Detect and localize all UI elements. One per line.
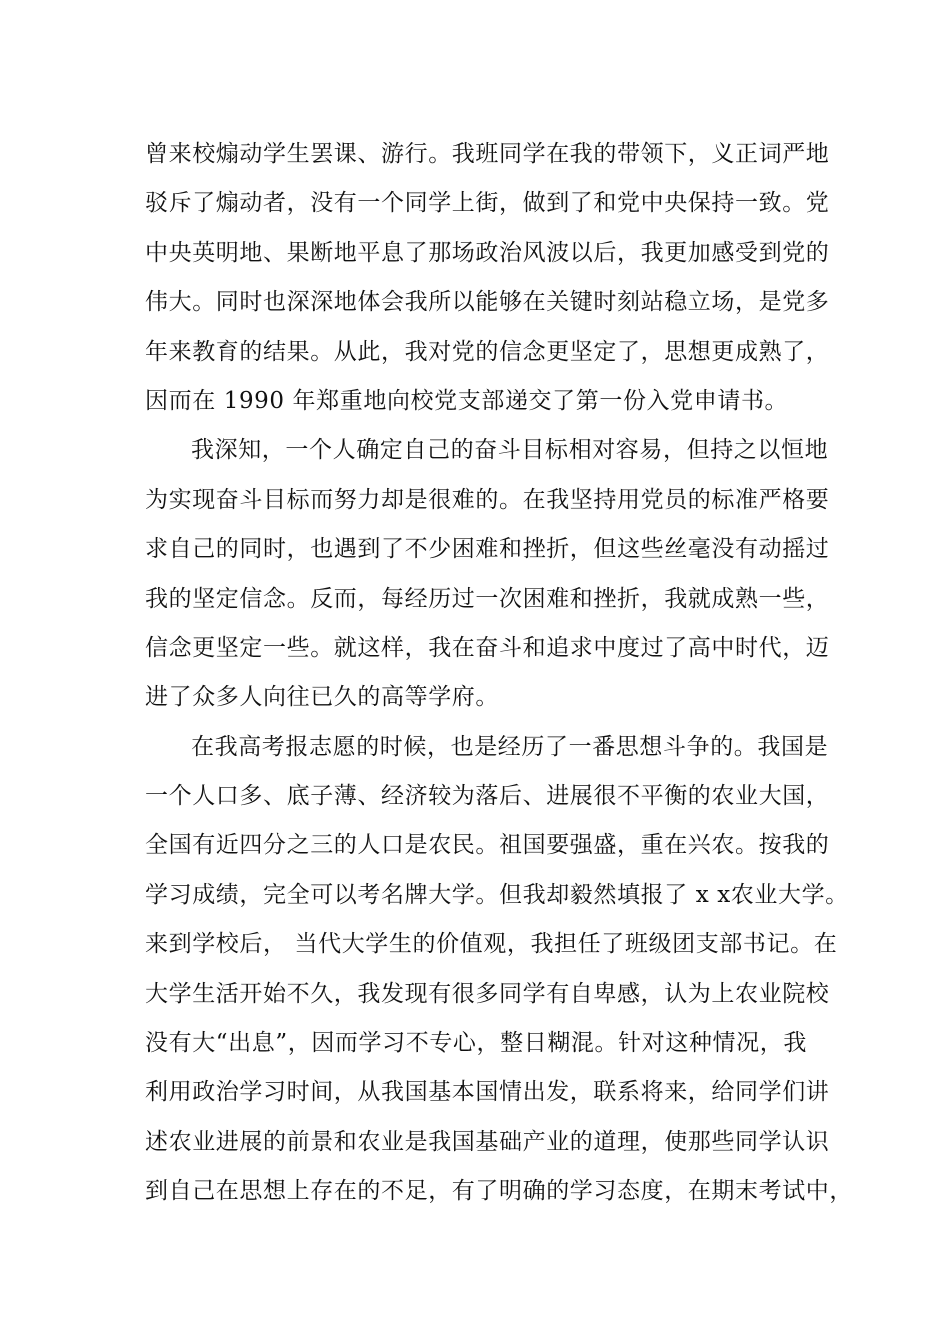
text-line: 信念更坚定一些。就这样，我在奋斗和追求中度过了高中时代，迈	[145, 634, 830, 661]
document-body	[145, 130, 853, 1217]
text-line: 伟大。同时也深深地体会我所以能够在关键时刻站稳立场，是党多	[145, 289, 830, 316]
text-line: 来到学校后， 当代大学生的价值观，我担任了班级团支部书记。在	[145, 931, 838, 958]
text-line: 进了众多人向往已久的高等学府。	[145, 684, 499, 711]
text-line: 求自己的同时，也遇到了不少困难和挫折，但这些丝毫没有动摇过	[145, 536, 830, 563]
text-line: 述农业进展的前景和农业是我国基础产业的道理，使那些同学认识	[145, 1128, 830, 1155]
text-line: 曾来校煽动学生罢课、游行。我班同学在我的带领下，义正词严地	[145, 141, 830, 167]
text-line: 中央英明地、果断地平息了那场政治风波以后，我更加感受到党的	[145, 239, 830, 266]
text-line: 大学生活开始不久，我发现有很多同学有自卑感，认为上农业院校	[145, 980, 830, 1007]
text-line: 没有大“出息”，因而学习不专心，整日糊混。针对这种情况，我	[145, 1030, 807, 1057]
text-line: 为实现奋斗目标而努力却是很难的。在我坚持用党员的标准严格要	[145, 486, 830, 513]
text-line: 到自己在思想上存在的不足，有了明确的学习态度，在期末考试中，	[145, 1178, 853, 1205]
paragraph-start-line: 在我高考报志愿的时候，也是经历了一番思想斗争的。我国是	[191, 733, 829, 760]
text-line: 因而在 1990 年郑重地向校党支部递交了第一份入党申请书。	[145, 387, 789, 414]
paragraph-start-line: 我深知，一个人确定自己的奋斗目标相对容易，但持之以恒地	[191, 437, 829, 464]
text-line: 学习成绩，完全可以考名牌大学。但我却毅然填报了 x x农业大学。	[145, 881, 849, 908]
text-line: 一个人口多、底子薄、经济较为落后、进展很不平衡的农业大国，	[145, 783, 830, 810]
text-line: 利用政治学习时间，从我国基本国情出发，联系将来，给同学们讲	[145, 1079, 830, 1106]
text-line: 年来教育的结果。从此，我对党的信念更坚定了，思想更成熟了，	[145, 338, 830, 365]
text-line: 全国有近四分之三的人口是农民。祖国要强盛，重在兴农。按我的	[145, 832, 830, 859]
text-line: 驳斥了煽动者，没有一个同学上街，做到了和党中央保持一致。党	[145, 190, 830, 217]
text-line: 我的坚定信念。反而，每经历过一次困难和挫折，我就成熟一些，	[145, 585, 830, 612]
